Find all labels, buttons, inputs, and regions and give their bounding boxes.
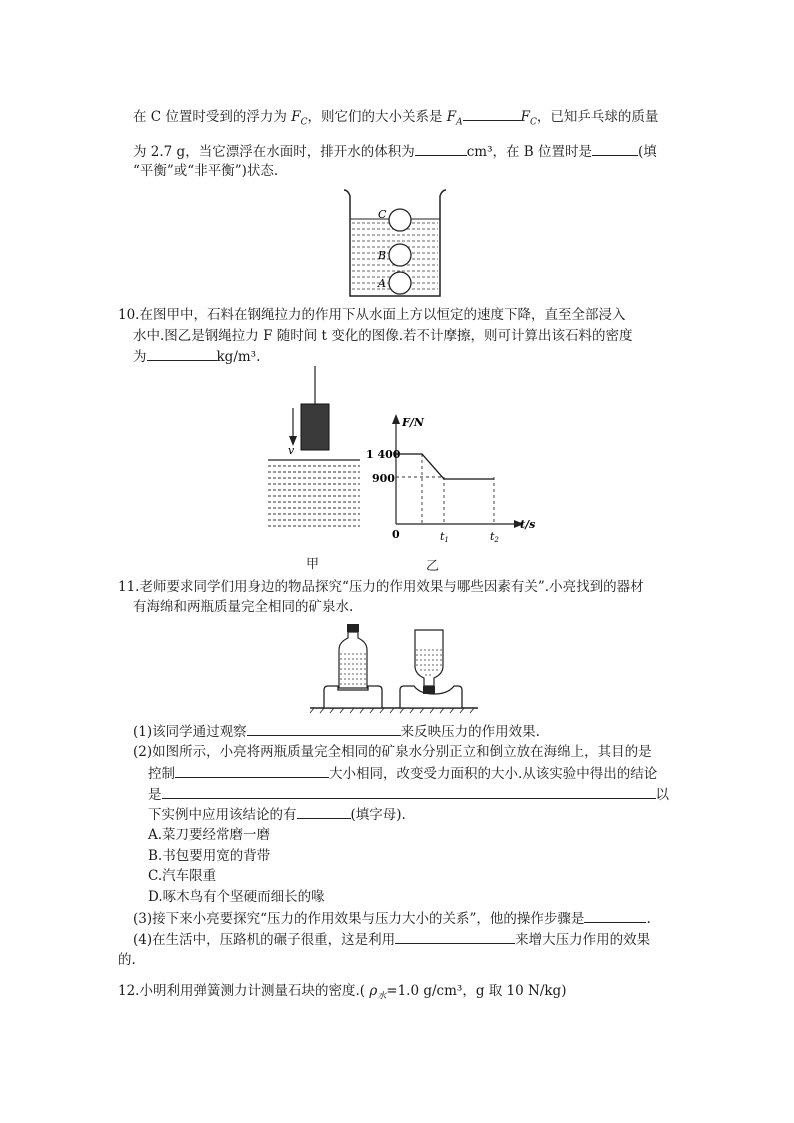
option-b: B.书包要用宽的背带 [148,848,271,864]
option-d: D.啄木鸟有个坚硬而细长的喙 [148,889,325,905]
q11-sub2-line3: 是 以 [148,784,669,805]
answer-blank[interactable] [175,763,329,778]
answer-blank[interactable] [584,908,646,923]
answer-blank[interactable] [592,141,638,156]
q11-sub1: (1)该同学通过观察 来反映压力的作用效果. [133,721,540,742]
q10-line-3: 为 kg/m³. [133,346,260,367]
answer-blank[interactable] [415,141,467,156]
y-axis-label: F/N [402,416,424,429]
option-a: A.菜刀要经常磨一磨 [148,827,271,843]
rho-water-symbol: $\rho_水$ [369,983,387,1002]
q9-line-1: 在 C 位置时受到的浮力为 $F_C$，则它们的大小关系是 $F_A$ $F_C$，已知乒乓球的质量 [133,106,658,133]
bottles-sponge-figure [308,620,480,714]
q11-sub4-line2: 的. [118,952,136,968]
velocity-label: v [288,444,295,457]
answer-blank[interactable] [297,804,351,819]
label-c: C [378,208,387,221]
q9-line-3: “平衡”或“非平衡”)状态. [133,163,279,179]
q9-line-2: 为 2.7 g，当它漂浮在水面时，排开水的体积为 cm³，在 B 位置时是 (填 [133,141,657,162]
caption-yi: 乙 [426,559,440,574]
q11-sub4-line1: (4)在生活中，压路机的碾子很重，这是利用 来增大压力作用的效果 [133,929,650,950]
beaker-figure [342,186,448,300]
q11-sub2-line2: 控制 大小相同，改变受力面积的大小.从该实验中得出的结论 [148,763,657,784]
y-tick-1400: 1 400 [366,448,401,461]
q10-line-1: 10.在图甲中，石料在钢绳拉力的作用下从水面上方以恒定的速度下降，直至全部浸入 [118,307,626,323]
ball-a [389,272,411,294]
force-series-line [396,454,494,479]
answer-blank[interactable] [463,106,521,121]
q11-sub2-line4: 下实例中应用该结论的有 (填字母). [148,804,406,825]
y-tick-900: 900 [372,472,395,485]
label-b: B [378,249,387,262]
ball-c [389,209,411,231]
x-tick-t2: t2 [490,530,499,544]
answer-blank[interactable] [395,929,515,944]
q10-line-2: 水中.图乙是钢绳拉力 F 随时间 t 变化的图像.若不计摩擦，则可计算出该石料的密度 [133,328,633,344]
label-a: A [378,277,386,290]
q11-sub3: (3)接下来小亮要探究“压力的作用效果与压力大小的关系”，他的操作步骤是 . [133,908,651,929]
answer-blank[interactable] [247,721,401,736]
x-tick-t1: t1 [440,530,449,544]
answer-blank[interactable] [162,784,656,799]
f-c-symbol: $F_C$ [291,109,308,128]
caption-jia: 甲 [306,557,320,572]
answer-blank[interactable] [147,346,217,361]
f-a-symbol: $F_A$ [446,109,463,128]
q11-line-1: 11.老师要求同学们用身边的物品探究“压力的作用效果与哪些因素有关”.小亮找到的器材 [118,579,644,595]
x-axis-label: t/s [520,518,536,531]
q11-sub2-line1: (2)如图所示，小亮将两瓶质量完全相同的矿泉水分别正立和倒立放在海绵上，其目的是 [133,744,652,760]
q11-line-2: 有海绵和两瓶质量完全相同的矿泉水. [133,599,354,615]
force-time-chart [366,410,546,544]
x-tick-0: 0 [392,528,400,541]
q12-line-1: 12.小明利用弹簧测力计测量石块的密度.( $\rho_水=1.0$ g/cm³，g 取 10 N/kg) [118,983,567,1002]
option-c: C.汽车限重 [148,868,217,884]
ball-b [389,244,411,266]
stone-water-figure [264,366,364,530]
